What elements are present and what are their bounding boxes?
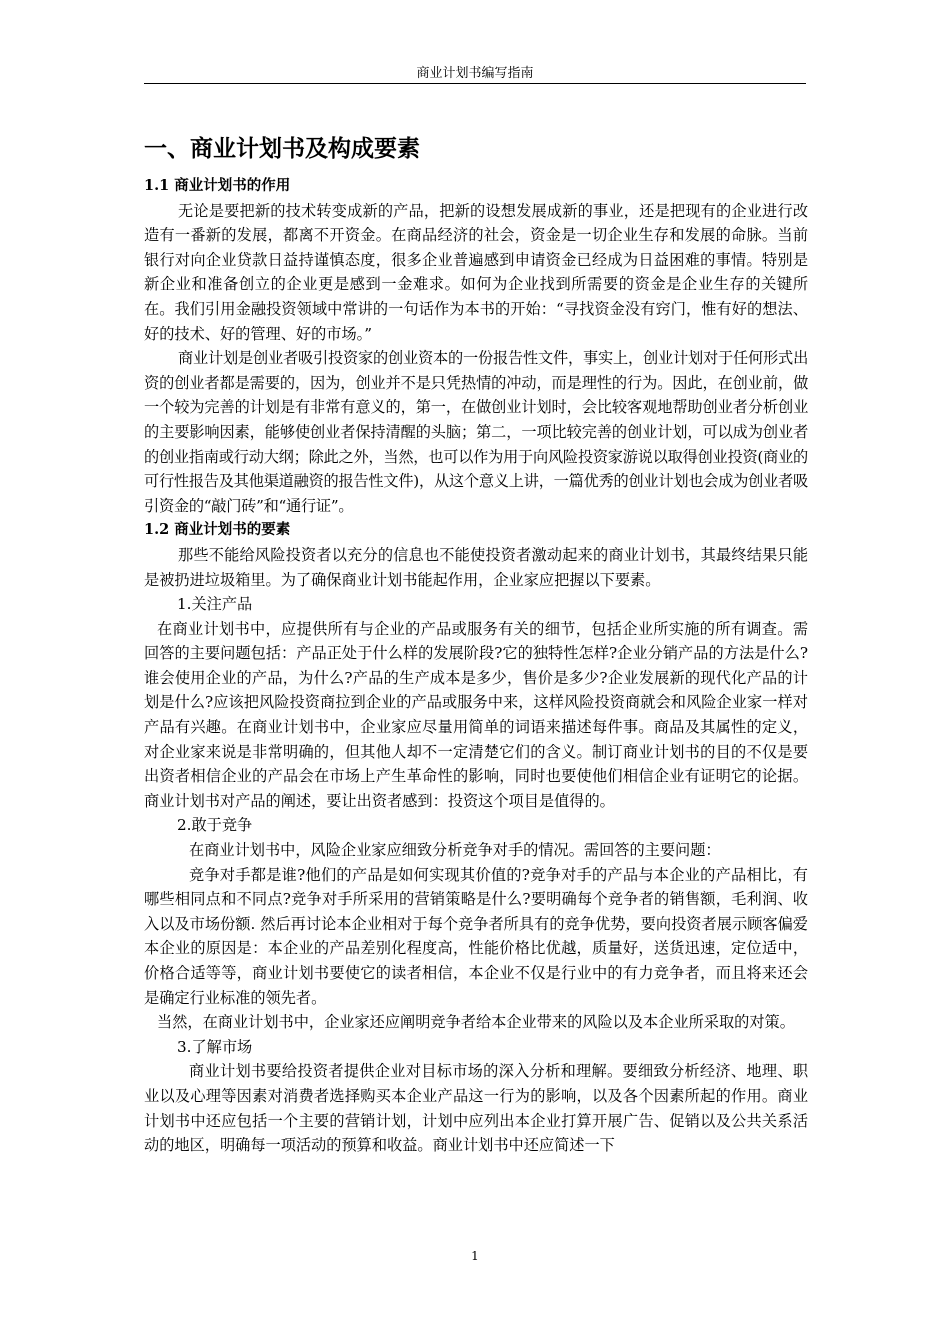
body-paragraph: 商业计划书要给投资者提供企业对目标市场的深入分析和理解。要细致分析经济、地理、职业以及心理等因素对消费者选择购买本企业产品这一行为的影响，以及各个因素所起的作用。商业计划书中还应包括一个主要的营销计划，计划中应列出本企业打算开展广告、促销以及公共关系活动的地区，明确每一项活动的预算和收益。商业计划书中还应简述一下 [144,1062,808,1155]
section-heading-1-2: 1.2 商业计划书的要素 [144,521,291,539]
body-paragraph: 当然，在商业计划书中，企业家还应阐明竞争者给本企业带来的风险以及本企业所采取的对策。 [157,1013,795,1032]
list-item-label: 1.关注产品 [177,595,253,614]
section-heading-1-1: 1.1 商业计划书的作用 [144,177,291,194]
body-paragraph: 竞争对手都是谁?他们的产品是如何实现其价值的?竞争对手的产品与本企业的产品相比，有哪些相同点和不同点?竞争对手所采用的营销策略是什么?要明确每个竞争者的销售额，毛利润、收入以及市场份额. 然后再讨论本企业相对于每个竞争者所具有的竞争优势，要向投资者展示顾客偏爱本企业的原因是：本企业的产品差别化程度高，性能价格比优越，质量好，送货迅速，定位适中，价格合适等等，商业计划书要使它的读者相信，本企业不仅是行业中的有力竞争者，而且将来还会是确定行业标准的领先者。 [144,865,808,1007]
running-header: 商业计划书编写指南 [416,66,534,81]
body-paragraph: 在商业计划书中，应提供所有与企业的产品或服务有关的细节，包括企业所实施的所有调查。需回答的主要问题包括：产品正处于什么样的发展阶段?它的独特性怎样?企业分销产品的方法是什么?谁会使用企业的产品，为什么?产品的生产成本是多少，售价是多少?企业发展新的现代化产品的计划是什么?应该把风险投资商拉到企业的产品或服务中来，这样风险投资商就会和风险企业家一样对产品有兴趣。在商业计划书中，企业家应尽量用简单的词语来描述每件事。商品及其属性的定义，对企业家来说是非常明确的，但其他人却不一定清楚它们的含义。制订商业计划书的目的不仅是要出资者相信企业的产品会在市场上产生革命性的影响，同时也要使他们相信企业有证明它的论据。商业计划书对产品的阐述，要让出资者感到：投资这个项目是值得的。 [144,619,808,810]
header-rule [144,83,806,84]
list-item-label: 3.了解市场 [177,1037,253,1056]
body-paragraph: 无论是要把新的技术转变成新的产品，把新的设想发展成新的事业，还是把现有的企业进行改造有一番新的发展，都离不开资金。在商品经济的社会，资金是一切企业生存和发展的命脉。当前银行对向企业贷款日益持谨慎态度，很多企业普遍感到申请资金已经成为日益困难的事情。特别是新企业和准备创立的企业更是感到一金难求。如何为企业找到所需要的资金是企业生存的关键所在。我们引用金融投资领域中常讲的一句话作为本书的开始：“寻找资金没有窍门，惟有好的想法、好的技术、好的管理、好的市场。” [144,201,808,343]
body-paragraph: 商业计划是创业者吸引投资家的创业资本的一份报告性文件，事实上，创业计划对于任何形式出资的创业者都是需要的，因为，创业并不是只凭热情的冲动，而是理性的行为。因此，在创业前，做一个较为完善的计划是有非常有意义的，第一，在做创业计划时，会比较客观地帮助创业者分析创业的主要影响因素，能够使创业者保持清醒的头脑；第二，一项比较完善的创业计划，可以成为创业者的创业指南或行动大纲；除此之外，当然，也可以作为用于向风险投资家游说以取得创业投资(商业的可行性报告及其他渠道融资的报告性文件)，从这个意义上讲，一篇优秀的创业计划也会成为创业者吸引资金的“敲门砖”和“通行证”。 [144,349,808,515]
body-paragraph: 那些不能给风险投资者以充分的信息也不能使投资者激动起来的商业计划书，其最终结果只能是被扔进垃圾箱里。为了确保商业计划书能起作用，企业家应把握以下要素。 [144,545,808,589]
body-paragraph: 在商业计划书中，风险企业家应细致分析竞争对手的情况。需回答的主要问题： [189,841,721,860]
list-item-label: 2.敢于竞争 [177,816,253,835]
page-number: 1 [471,1249,479,1263]
page-body [144,128,808,1158]
chapter-title: 一、商业计划书及构成要素 [144,136,420,162]
